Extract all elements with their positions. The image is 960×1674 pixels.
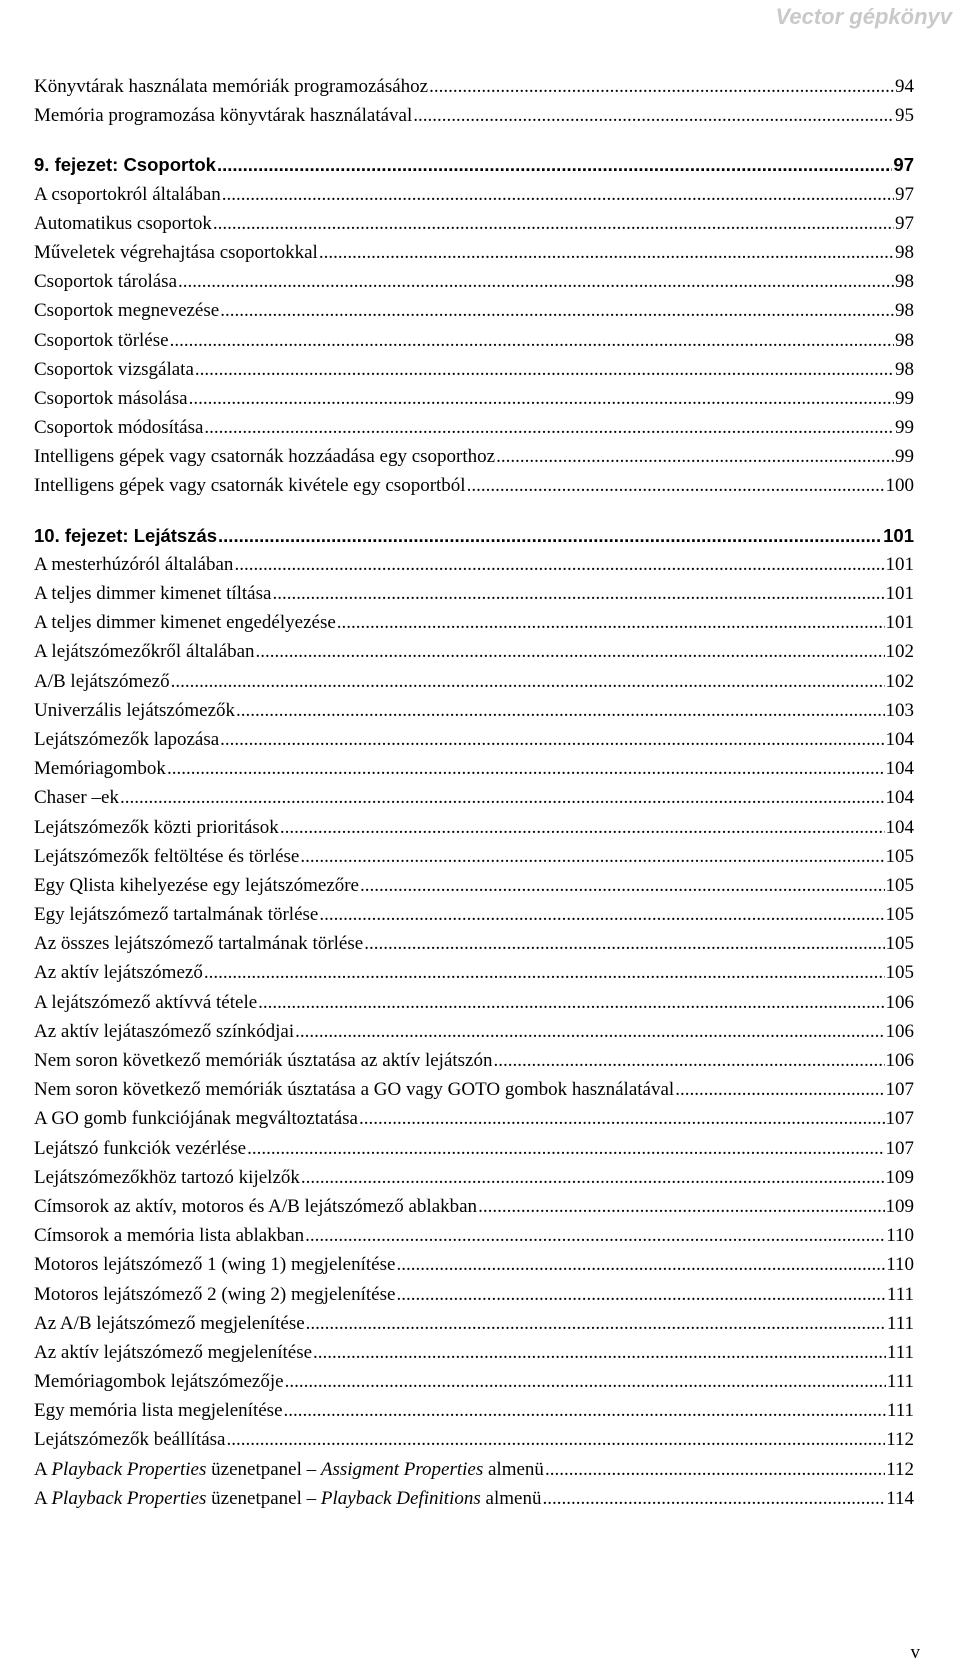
toc-page-number: 97: [895, 183, 914, 205]
toc-entry[interactable]: [34, 1134, 914, 1163]
toc-dot-leader: [120, 783, 885, 812]
toc-dot-leader: [305, 1221, 885, 1250]
toc-page-number: 98: [895, 271, 914, 293]
toc-dot-leader: [247, 1134, 884, 1163]
toc-entry[interactable]: [34, 637, 914, 666]
toc-entry[interactable]: [34, 1250, 914, 1279]
toc-entry[interactable]: [34, 988, 914, 1017]
toc-page-number: 102: [885, 641, 914, 663]
toc-entry-title: Memóriagombok lejátszómezője: [34, 1371, 284, 1393]
toc-dot-leader: [227, 1425, 886, 1454]
toc-dot-leader: [493, 1046, 884, 1075]
toc-page-number: 114: [886, 1487, 914, 1509]
toc-entry[interactable]: [34, 1484, 914, 1513]
toc-page-number: 101: [885, 612, 914, 634]
toc-entry-title: 10. fejezet: Lejátszás: [34, 524, 218, 546]
toc-page-number: 112: [886, 1458, 914, 1480]
toc-page-number: 111: [886, 1341, 914, 1363]
toc-dot-leader: [313, 1338, 886, 1367]
toc-dot-leader: [319, 900, 884, 929]
toc-entry-title: Lejátszómezőkhöz tartozó kijelzők: [34, 1166, 300, 1188]
toc-page-number: 110: [886, 1254, 914, 1276]
toc-entry-title: A csoportokról általában: [34, 183, 221, 205]
toc-entry-title: Az A/B lejátszómező megjelenítése: [34, 1312, 305, 1334]
toc-entry-title: Csoportok megnevezése: [34, 300, 220, 322]
toc-entry-title: Nem soron következő memóriák úsztatása az aktív lejátszón: [34, 1050, 493, 1071]
toc-page-number: 111: [886, 1312, 914, 1334]
section-gap: [34, 130, 914, 150]
toc-entry-title: Címsorok az aktív, motoros és A/B lejátszómező ablakban: [34, 1195, 478, 1217]
toc-entry[interactable]: [34, 296, 914, 325]
toc-entry-title: Memóriagombok: [34, 758, 166, 780]
toc-chapter-entry[interactable]: [34, 521, 914, 550]
toc-entry-title: Memória programozása könyvtárak használatával: [34, 105, 413, 127]
section-gap: [34, 501, 914, 521]
toc-entry-title: Intelligens gépek vagy csatornák kivétele egy csoportból: [34, 475, 466, 497]
toc-page-number: 103: [885, 699, 914, 721]
toc-dot-leader: [280, 813, 885, 842]
toc-entry[interactable]: [34, 550, 914, 579]
toc-entry[interactable]: [34, 442, 914, 471]
toc-entry-title: Csoportok másolása: [34, 387, 188, 409]
toc-entry-title-part: almenü: [480, 1487, 542, 1509]
toc-entry[interactable]: [34, 326, 914, 355]
toc-dot-leader: [213, 209, 894, 238]
toc-dot-leader: [319, 238, 894, 267]
toc-page-number: 98: [895, 300, 914, 322]
toc-dot-leader: [429, 72, 894, 101]
toc-entry[interactable]: [34, 1367, 914, 1396]
toc-page-number: 98: [895, 358, 914, 380]
toc-page-number: 104: [885, 758, 914, 780]
toc-page-number: 101: [885, 553, 914, 575]
toc-dot-leader: [285, 1367, 886, 1396]
toc-dot-leader: [189, 384, 894, 413]
toc-entry[interactable]: [34, 1396, 914, 1425]
toc-entry-title: Nem soron következő memóriák úsztatása a GO vagy GOTO gombok használatával: [34, 1079, 675, 1101]
toc-dot-leader: [204, 413, 894, 442]
toc-page-number: 104: [885, 728, 914, 750]
toc-entry-title: Csoportok vizsgálata: [34, 358, 194, 380]
toc-entry[interactable]: [34, 1309, 914, 1338]
toc-entry[interactable]: [34, 238, 914, 267]
toc-entry[interactable]: [34, 958, 914, 987]
toc-page-number: 97: [893, 154, 914, 176]
toc-page-number: 105: [885, 933, 914, 955]
toc-dot-leader: [272, 579, 884, 608]
toc-entry-title-part: A: [34, 1458, 52, 1480]
toc-entry[interactable]: [34, 267, 914, 296]
toc-dot-leader: [337, 608, 885, 637]
toc-entry-title: Könyvtárak használata memóriák programozásához: [34, 76, 429, 97]
toc-dot-leader: [478, 1192, 884, 1221]
toc-entry-title: Lejátszómezők beállítása: [34, 1429, 226, 1451]
toc-page-number: 111: [886, 1371, 914, 1393]
toc-entry[interactable]: [34, 842, 914, 871]
toc-page-number: 104: [885, 787, 914, 809]
toc-entry-title: A teljes dimmer kimenet engedélyezése: [34, 612, 336, 634]
toc-page-number: 109: [885, 1195, 914, 1217]
toc-entry-title: Automatikus csoportok: [34, 212, 212, 234]
toc-page-number: 111: [886, 1283, 914, 1305]
toc-entry[interactable]: [34, 813, 914, 842]
toc-entry-title: Csoportok tárolása: [34, 271, 178, 293]
toc-entry-title: A teljes dimmer kimenet tíltása: [34, 583, 272, 604]
toc-entry[interactable]: [34, 1017, 914, 1046]
toc-entry-title: Az aktív lejátszómező: [34, 962, 203, 984]
toc-entry-title: A GO gomb funkciójának megváltoztatása: [34, 1108, 358, 1130]
toc-page-number: 106: [885, 1050, 914, 1071]
toc-entry[interactable]: [34, 1338, 914, 1367]
toc-entry-title-part: A: [34, 1487, 52, 1509]
table-of-contents: [34, 72, 914, 1513]
toc-entry-title: Címsorok a memória lista ablakban: [34, 1225, 305, 1247]
toc-page-number: 112: [886, 1429, 914, 1451]
toc-dot-leader: [258, 988, 884, 1017]
toc-entry[interactable]: [34, 209, 914, 238]
toc-entry[interactable]: [34, 1280, 914, 1309]
running-header: Vector gépkönyv: [775, 4, 952, 29]
toc-entry[interactable]: [34, 1104, 914, 1133]
toc-entry[interactable]: [34, 413, 914, 442]
toc-entry-title: Intelligens gépek vagy csatornák hozzáadása egy csoporthoz: [34, 446, 496, 468]
toc-page-number: 110: [886, 1225, 914, 1247]
toc-entry-title: Az aktív lejátszómező megjelenítése: [34, 1341, 313, 1363]
toc-entry-title: Csoportok módosítása: [34, 417, 204, 439]
toc-page-number: 95: [895, 105, 914, 127]
toc-entry[interactable]: [34, 608, 914, 637]
toc-entry-title: Motoros lejátszómező 1 (wing 1) megjelenítése: [34, 1254, 396, 1276]
toc-page-number: 98: [895, 329, 914, 351]
toc-entry[interactable]: [34, 783, 914, 812]
toc-entry[interactable]: [34, 355, 914, 384]
toc-dot-leader: [496, 442, 894, 471]
toc-entry-title: A/B lejátszómező: [34, 670, 170, 692]
toc-page-number: 94: [895, 76, 914, 97]
toc-dot-leader: [295, 1017, 884, 1046]
toc-entry-title: A lejátszómezőkről általában: [34, 641, 255, 663]
toc-dot-leader: [178, 267, 894, 296]
toc-dot-leader: [222, 180, 894, 209]
toc-entry-title: Lejátszómezők lapozása: [34, 728, 220, 750]
toc-page-number: 104: [885, 816, 914, 838]
toc-entry[interactable]: [34, 384, 914, 413]
toc-entry[interactable]: [34, 1455, 914, 1484]
toc-dot-leader: [467, 471, 885, 500]
toc-entry[interactable]: [34, 754, 914, 783]
toc-entry[interactable]: [34, 1046, 914, 1075]
toc-entry[interactable]: [34, 180, 914, 209]
toc-entry-title: Chaser –ek: [34, 787, 119, 809]
toc-entry-title-italic-part: Playback Properties: [51, 1487, 207, 1509]
toc-entry[interactable]: [34, 101, 914, 130]
toc-entry[interactable]: [34, 929, 914, 958]
toc-dot-leader: [236, 696, 884, 725]
toc-page-number: 99: [895, 387, 914, 409]
toc-chapter-entry[interactable]: [34, 150, 914, 179]
toc-entry-title: Műveletek végrehajtása csoportokkal: [34, 241, 318, 263]
toc-entry-title: Egy memória lista megjelenítése: [34, 1400, 283, 1422]
toc-entry[interactable]: [34, 471, 914, 500]
toc-entry[interactable]: [34, 72, 914, 101]
toc-page-number: 107: [885, 1108, 914, 1130]
toc-dot-leader: [167, 754, 885, 783]
toc-entry[interactable]: [34, 579, 914, 608]
toc-entry-title: Lejátszómezők közti prioritások: [34, 816, 279, 838]
toc-page-number: 97: [895, 212, 914, 234]
toc-entry-title: 9. fejezet: Csoportok: [34, 154, 216, 176]
toc-entry-title: Csoportok törlése: [34, 329, 169, 351]
toc-entry-title: Az összes lejátszómező tartalmának törlése: [34, 933, 364, 955]
toc-entry[interactable]: [34, 725, 914, 754]
toc-entry-title: Egy Qlista kihelyezése egy lejátszómezőre: [34, 874, 359, 896]
toc-entry[interactable]: [34, 1221, 914, 1250]
toc-dot-leader: [675, 1075, 884, 1104]
toc-entry-title: Az aktív lejátaszómező színkódjai: [34, 1020, 295, 1042]
page-number-footer: v: [910, 1642, 920, 1663]
toc-dot-leader: [204, 958, 885, 987]
toc-entry[interactable]: [34, 667, 914, 696]
toc-page-number: 99: [895, 417, 914, 439]
toc-page-number: 105: [885, 962, 914, 984]
toc-page-number: 107: [885, 1137, 914, 1159]
toc-dot-leader: [195, 355, 894, 384]
toc-entry[interactable]: [34, 1163, 914, 1192]
toc-page-number: 100: [885, 475, 914, 497]
toc-page-number: 109: [885, 1166, 914, 1188]
toc-page-number: 106: [885, 1020, 914, 1042]
toc-dot-leader: [413, 101, 894, 130]
toc-entry-title: Egy lejátszómező tartalmának törlése: [34, 904, 319, 926]
toc-dot-leader: [256, 637, 885, 666]
toc-page-number: 102: [885, 670, 914, 692]
toc-entry[interactable]: [34, 1192, 914, 1221]
toc-entry-title: A mesterhúzóról általában: [34, 553, 234, 575]
toc-dot-leader: [234, 550, 884, 579]
toc-page-number: 107: [885, 1079, 914, 1101]
toc-entry-title: A lejátszómező aktívvá tétele: [34, 991, 258, 1013]
toc-entry-title-part: üzenetpanel –: [206, 1458, 321, 1480]
toc-dot-leader: [360, 871, 885, 900]
toc-page-number: 101: [885, 583, 914, 604]
toc-dot-leader: [220, 725, 884, 754]
toc-page-number: 105: [885, 874, 914, 896]
toc-dot-leader: [301, 1163, 885, 1192]
toc-entry[interactable]: [34, 1425, 914, 1454]
toc-page-number: 99: [895, 446, 914, 468]
toc-dot-leader: [396, 1250, 885, 1279]
toc-entry-title-italic-part: Assigment Properties: [320, 1458, 484, 1480]
toc-entry-title: [34, 1484, 541, 1513]
toc-entry-title: Lejátszó funkciók vezérlése: [34, 1137, 247, 1159]
toc-entry[interactable]: [34, 900, 914, 929]
toc-dot-leader: [545, 1455, 885, 1484]
toc-entry-title: Univerzális lejátszómezők: [34, 699, 236, 721]
toc-entry-title: [34, 1455, 544, 1484]
toc-dot-leader: [359, 1104, 885, 1133]
toc-dot-leader: [218, 521, 882, 550]
toc-entry-title-italic-part: Playback Definitions: [320, 1487, 481, 1509]
toc-entry-title-part: almenü: [483, 1458, 544, 1480]
toc-entry-title-italic-part: Playback Properties: [51, 1458, 207, 1480]
toc-dot-leader: [220, 296, 894, 325]
toc-dot-leader: [284, 1396, 886, 1425]
toc-page-number: 105: [885, 904, 914, 926]
toc-entry-title: Motoros lejátszómező 2 (wing 2) megjelenítése: [34, 1283, 396, 1305]
toc-dot-leader: [364, 929, 884, 958]
toc-dot-leader: [396, 1280, 885, 1309]
toc-dot-leader: [217, 150, 892, 179]
toc-dot-leader: [542, 1484, 885, 1513]
toc-entry[interactable]: [34, 696, 914, 725]
toc-dot-leader: [306, 1309, 886, 1338]
toc-page-number: 111: [886, 1400, 914, 1422]
toc-entry[interactable]: [34, 1075, 914, 1104]
toc-dot-leader: [300, 842, 884, 871]
toc-page-number: 106: [885, 991, 914, 1013]
toc-page-number: 105: [885, 845, 914, 867]
toc-dot-leader: [171, 667, 885, 696]
toc-entry-title-part: üzenetpanel –: [206, 1487, 321, 1509]
toc-entry[interactable]: [34, 871, 914, 900]
toc-dot-leader: [170, 326, 894, 355]
toc-page-number: 101: [883, 524, 914, 546]
toc-entry-title: Lejátszómezők feltöltése és törlése: [34, 845, 300, 867]
toc-page-number: 98: [895, 241, 914, 263]
